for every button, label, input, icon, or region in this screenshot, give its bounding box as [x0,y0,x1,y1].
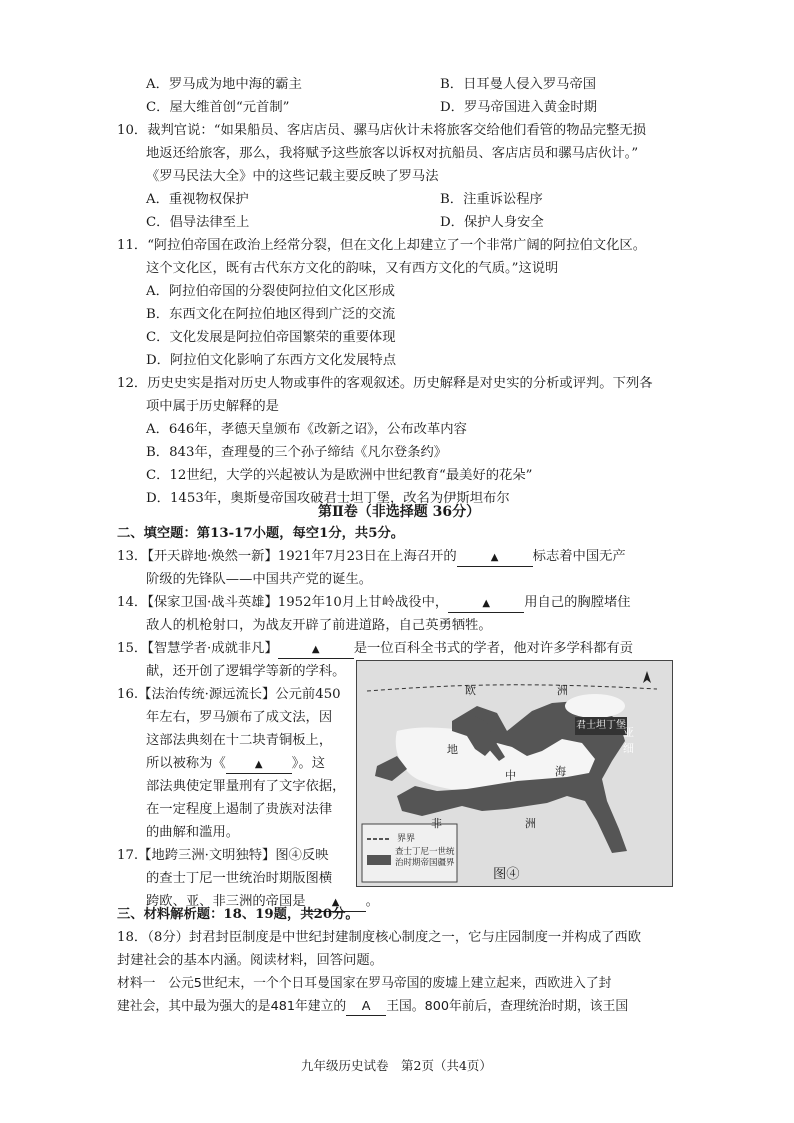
q17-line-3: 跨欧、亚、非三洲的帝国是 ▲ 。 [146,893,379,912]
q16-line-4: 所以被称为《 ▲ 》。这 [146,755,325,774]
q16-line-5: 部法典使定罪量刑有了文字依据， [146,779,346,794]
q12-option-d: D．1453年，奥斯曼帝国攻破君士坦丁堡，改名为伊斯坦布尔 [146,491,510,506]
q12-option-a: A．646年，孝德天皇颁布《改新之诏》，公布改革内容 [146,422,467,437]
q11-option-c: C．文化发展是阿拉伯帝国繁荣的重要体现 [146,330,396,345]
q10-option-a: A．重视物权保护 [146,192,249,207]
q10-option-b: B．注重诉讼程序 [440,192,543,207]
map-label-zhou: 洲 [557,684,568,697]
q16-line-6: 在一定程度上遏制了贵族对法律 [146,802,333,817]
q13-line-2: 阶级的先锋队——中国共产党的诞生。 [146,572,373,587]
q16-line-2: 年左右，罗马颁布了成文法，因 [146,710,333,725]
q12-option-c: C．12世纪，大学的兴起被认为是欧洲中世纪教育“最美好的花朵” [146,468,533,483]
answer-blank-a[interactable]: A [346,999,386,1016]
map-label-zhou-3: 洲 [525,817,536,830]
q14-line-2: 敌人的机枪射口，为战友开辟了前进道路，自己英勇牺牲。 [146,618,492,633]
q11-option-b: B．东西文化在阿拉伯地区得到广泛的交流 [146,307,396,322]
map-label-zhong: 中 [505,769,516,782]
q10-option-c: C．倡导法律至上 [146,215,250,230]
byzantine-empire-map [356,660,673,887]
q13-line-1: 13．【开天辟地·焕然一新】1921年7月23日在上海召开的 ▲ 标志着中国无产 [117,548,626,567]
q15-line-1: 15．【智慧学者·成就非凡】 ▲ 是一位百科全书式的学者，他对许多学科都有贡 [117,640,633,659]
material-1-line-2: 建社会，其中最为强大的是481年建立的 A 王国。800年前后，查理统治时期，该王国 [117,999,629,1014]
q17-line-2: 的查士丁尼一世统治时期版图横 [146,871,333,886]
q9-option-c: C．屋大维首创“元首制” [146,100,290,115]
map-label-asia-2: 细 [623,742,634,755]
q10-option-d: D．保护人身安全 [440,215,544,230]
fill-heading: 二、填空题：第13-17小题，每空1分，共5分。 [117,526,405,541]
answer-blank[interactable]: ▲ [226,756,292,774]
section2-title: 第Ⅱ卷（非选择题 36分） [318,504,481,520]
legend-area-label-1: 查士丁尼一世统 [395,847,455,857]
map-label-fei: 非 [431,817,442,830]
map-label-constantinople: 君士坦丁堡 [575,717,627,735]
q9-option-a: A．罗马成为地中海的霸主 [146,77,302,92]
map-label-hai: 海 [555,765,566,778]
q17-line-1: 17.【地跨三洲·文明独特】图④反映 [117,848,329,863]
q9-option-d: D．罗马帝国进入黄金时期 [440,100,597,115]
q10-stem-3: 《罗马民法大全》中的这些记载主要反映了罗马法 [146,169,439,184]
answer-blank[interactable]: ▲ [448,595,524,613]
q16-line-3: 这部法典刻在十二块青铜板上， [146,733,333,748]
q12-stem-2: 项中属于历史解释的是 [146,399,279,414]
q18-stem-1: 18．（8分）封君封臣制度是中世纪封建制度核心制度之一，它与庄园制度一并构成了西欧 [117,930,642,945]
legend-border-label: 界界 [397,834,416,844]
map-caption: 图④ [493,867,520,882]
q16-line-1: 16.【法治传统·源远流长】公元前450 [117,687,341,702]
q12-stem-1: 12．历史史实是指对历史人物或事件的客观叙述。历史解释是对史实的分析或评判。下列各 [117,376,653,391]
q10-stem-2: 地返还给旅客，那么，我将赋予这些旅客以诉权对抗船员、客店店员和骡马店伙计。” [146,146,639,161]
page-footer: 九年级历史试卷 第2页（共4页） [301,1058,492,1073]
q14-line-1: 14．【保家卫国·战斗英雄】1952年10月上甘岭战役中， ▲ 用自己的胸膛堵住 [117,594,631,613]
q12-option-b: B．843年，查理曼的三个孙子缔结《凡尔登条约》 [146,445,448,460]
material-1-line-1: 材料一 公元5世纪末，一个个日耳曼国家在罗马帝国的废墟上建立起来，西欧进入了封 [117,976,612,991]
q16-line-7: 的曲解和滥用。 [146,825,240,840]
q10-stem-1: 10．裁判官说：“如果船员、客店店员、骡马店伙计未将旅客交给他们看管的物品完整无损 [117,123,646,138]
map-label-europe: 欧 [465,684,476,697]
answer-blank[interactable]: ▲ [457,549,533,567]
q9-option-b: B．日耳曼人侵入罗马帝国 [440,77,597,92]
answer-blank[interactable]: ▲ [306,894,366,912]
q11-stem-1: 11．“阿拉伯帝国在政治上经常分裂，但在文化上却建立了一个非常广阔的阿拉伯文化区。 [117,238,646,253]
map-label-di: 地 [447,743,458,756]
q11-stem-2: 这个文化区，既有古代东方文化的韵味，又有西方文化的气质。”这说明 [146,261,559,276]
map-label-asia: 亚 [623,726,634,739]
q11-option-d: D．阿拉伯文化影响了东西方文化发展特点 [146,353,397,368]
q11-option-a: A．阿拉伯帝国的分裂使阿拉伯文化区形成 [146,284,395,299]
answer-blank[interactable]: ▲ [278,641,354,659]
legend-area-label-2: 治时期帝国疆界 [395,858,455,868]
q15-line-2: 献，还开创了逻辑学等新的学科。 [146,664,346,679]
material-heading: 三、材料解析题：18、19题，共20分。 [117,907,359,922]
q18-stem-2: 封建社会的基本内涵。阅读材料，回答问题。 [117,953,383,968]
